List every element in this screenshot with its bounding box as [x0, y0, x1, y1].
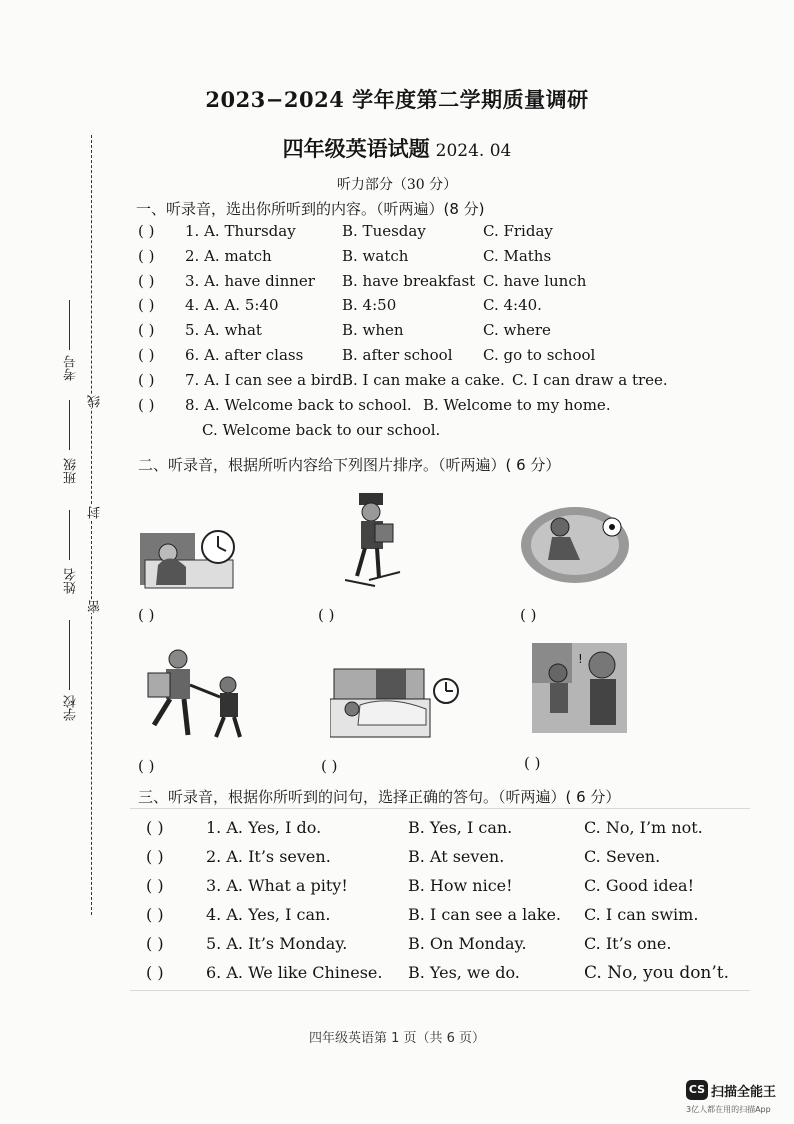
part1-answer-blank[interactable]: ( ) [138, 396, 155, 414]
part1-option-a: 6. A. after class [185, 346, 304, 364]
picture-3-blank[interactable]: ( ) [520, 606, 537, 624]
picture-6-mouse-and-cat [532, 643, 627, 733]
part3-option-a: 2. A. It’s seven. [206, 847, 331, 866]
picture-2-blank[interactable]: ( ) [318, 606, 335, 624]
picture-3-cat-football [520, 505, 630, 585]
part1-option-b: B. 4:50 [342, 296, 397, 314]
part1-option-c: C. Friday [483, 222, 553, 240]
name-label: 姓名 [64, 568, 79, 594]
part1-option-c: C. I can draw a tree. [512, 371, 668, 389]
binding-dashed-line [91, 135, 92, 915]
part3-option-c: C. Seven. [584, 847, 661, 866]
part3-option-c: C. It’s one. [584, 934, 672, 953]
part1-option-c: C. 4:40. [483, 296, 542, 314]
part3-option-b: B. I can see a lake. [408, 905, 561, 924]
part1-option-a: 5. A. what [185, 321, 262, 339]
exam-subtitle [0, 133, 794, 163]
picture-1-blank[interactable]: ( ) [138, 606, 155, 624]
part3-answer-blank[interactable]: ( ) [146, 905, 164, 924]
part3-option-c: C. No, I’m not. [584, 818, 703, 837]
part1-answer-blank[interactable]: ( ) [138, 321, 155, 339]
part1-answer-blank[interactable]: ( ) [138, 222, 155, 240]
part3-option-c: C. I can swim. [584, 905, 699, 924]
part3-option-c: C. No, you don’t. [584, 963, 730, 983]
part1-answer-blank[interactable]: ( ) [138, 272, 155, 290]
part1-option-c: C. Maths [483, 247, 552, 265]
part3-answer-blank[interactable]: ( ) [146, 934, 164, 953]
part3-heading: 三、听录音，根据你所听到的问句，选择正确的答句。（听两遍）( 6 分） [138, 788, 621, 806]
part3-option-a: 6. A. We like Chinese. [206, 963, 383, 982]
part3-option-b: B. Yes, I can. [408, 818, 513, 837]
part1-heading: 一、听录音，选出你所听到的内容。（听两遍）(8 分) [136, 200, 485, 218]
part3-option-c: C. Good idea! [584, 876, 695, 895]
svg-text:!: ! [578, 652, 583, 666]
part3-option-a: 4. A. Yes, I can. [206, 905, 331, 924]
picture-6-blank[interactable]: ( ) [524, 754, 541, 772]
name-blank [69, 510, 70, 560]
exam-date: 2024. 04 [435, 141, 512, 161]
part1-option-a: 2. A. match [185, 247, 272, 265]
part3-answer-blank[interactable]: ( ) [146, 818, 164, 837]
part1-option-a: 1. A. Thursday [185, 222, 296, 240]
camscanner-name: 扫描全能王 [711, 1085, 777, 1100]
part3-answer-blank[interactable]: ( ) [146, 876, 164, 895]
picture-1-boy-waking-clock [140, 525, 240, 590]
part3-answer-blank[interactable]: ( ) [146, 847, 164, 866]
part1-option-a: 7. A. I can see a bird. [185, 371, 347, 389]
class-blank [69, 400, 70, 450]
picture-5-blank[interactable]: ( ) [321, 757, 338, 775]
part1-option-c: C. have lunch [483, 272, 587, 290]
part1-option-a: 8. A. Welcome back to school. [185, 396, 412, 414]
part1-option-b: B. have breakfast [342, 272, 476, 290]
exam-no-label: 考号 [64, 355, 79, 381]
dense-marker: 密 [88, 600, 103, 613]
picture-5-sleeping-bed [330, 665, 460, 740]
listening-section-title: 听力部分（30 分） [336, 177, 458, 193]
part1-option-b: B. I can make a cake. [342, 371, 505, 389]
camscanner-logo-icon: CS [686, 1080, 708, 1100]
class-label: 班级 [64, 458, 79, 484]
part1-option-b: B. watch [342, 247, 409, 265]
picture-4-two-kids-running [140, 645, 250, 740]
part3-answer-blank[interactable]: ( ) [146, 963, 164, 982]
picture-2-skiing [345, 488, 405, 588]
camscanner-tagline: 3亿人都在用的扫描App [686, 1105, 771, 1114]
part1-option-c: C. go to school [483, 346, 596, 364]
school-label: 学校 [64, 695, 79, 721]
grade-subject-title: 四年级英语试题 [282, 136, 430, 161]
part1-option-b: B. Tuesday [342, 222, 426, 240]
page-footer: 四年级英语第 1 页（共 6 页） [308, 1031, 486, 1046]
part1-answer-blank[interactable]: ( ) [138, 346, 155, 364]
part1-answer-blank[interactable]: ( ) [138, 296, 155, 314]
school-blank [69, 620, 70, 690]
picture-4-blank[interactable]: ( ) [138, 757, 155, 775]
part1-option-c: C. where [483, 321, 551, 339]
part3-top-rule [130, 808, 750, 809]
part1-option-b: B. Welcome to my home. [423, 396, 611, 414]
line-marker: 线 [88, 395, 103, 408]
seal-marker: 封 [88, 506, 103, 519]
part3-option-b: B. How nice! [408, 876, 513, 895]
exam-no-blank [69, 300, 70, 350]
part1-answer-blank[interactable]: ( ) [138, 247, 155, 265]
part1-option-b: B. when [342, 321, 404, 339]
exam-title: 2023−2024 学年度第二学期质量调研 [205, 87, 589, 112]
part1-answer-blank[interactable]: ( ) [138, 371, 155, 389]
part1-option-c: C. Welcome back to our school. [202, 421, 441, 439]
part3-bottom-rule [130, 990, 750, 991]
part3-option-b: B. At seven. [408, 847, 505, 866]
part3-option-b: B. Yes, we do. [408, 963, 520, 982]
part1-option-b: B. after school [342, 346, 453, 364]
part2-heading: 二、听录音，根据所听内容给下列图片排序。（听两遍）( 6 分） [138, 456, 561, 474]
part3-option-a: 1. A. Yes, I do. [206, 818, 322, 837]
part1-option-a: 3. A. have dinner [185, 272, 315, 290]
part1-option-a: 4. A. A. 5:40 [185, 296, 279, 314]
part3-option-b: B. On Monday. [408, 934, 527, 953]
part3-option-a: 5. A. It’s Monday. [206, 934, 348, 953]
part3-option-a: 3. A. What a pity! [206, 876, 348, 895]
